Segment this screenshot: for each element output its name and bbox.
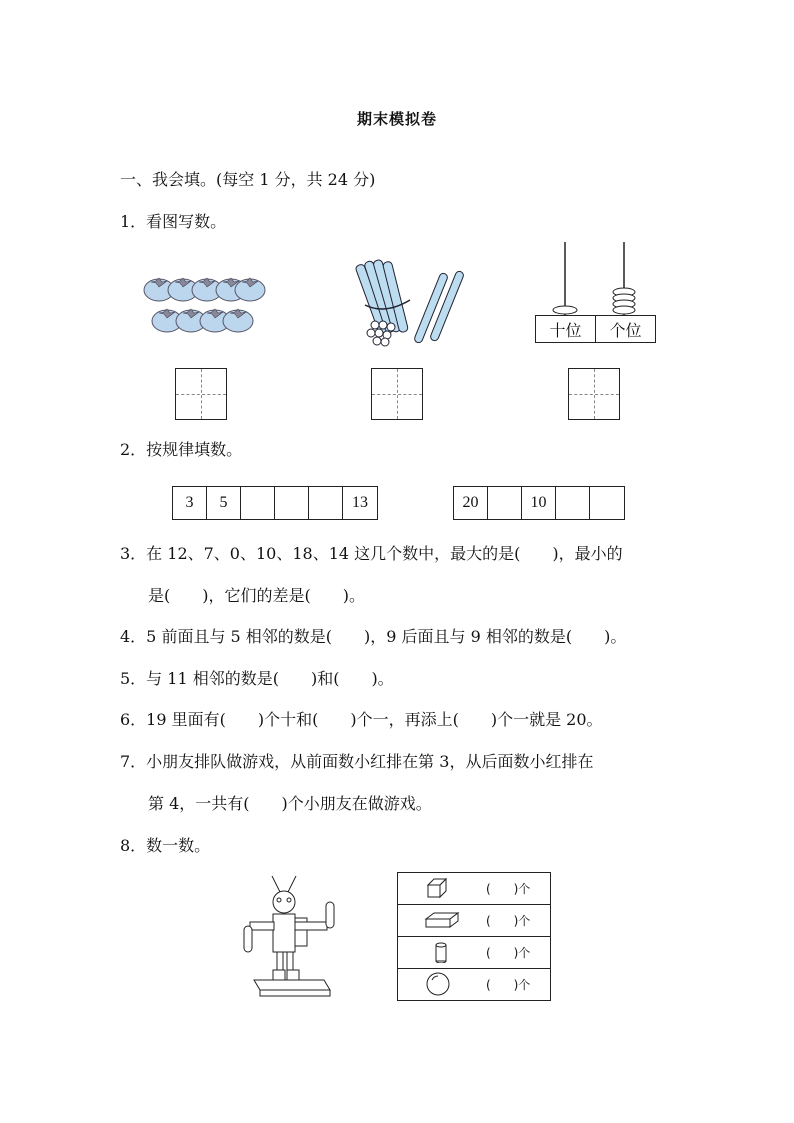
seq2-cell: 20	[454, 487, 488, 519]
sticks-picture	[355, 255, 470, 350]
seq2-cell-blank[interactable]	[590, 487, 624, 519]
fruit-picture	[142, 270, 267, 340]
ones-label: 个位	[609, 320, 642, 340]
cube-icon	[424, 877, 452, 899]
count-blank[interactable]: ( )个	[486, 882, 531, 896]
shape-count-table	[397, 872, 551, 1001]
question-1-label: 1．看图写数。	[120, 212, 227, 231]
seq2-cell-blank[interactable]	[556, 487, 590, 519]
table-row	[398, 969, 550, 1000]
count-blank[interactable]: ( )个	[486, 914, 531, 928]
answer-box-3[interactable]	[568, 368, 620, 420]
table-row	[398, 905, 550, 937]
question-7-line2: 第 4，一共有( )个小朋友在做游戏。	[148, 794, 432, 813]
answer-box-2[interactable]	[371, 368, 423, 420]
question-3-line2: 是( )，它们的差是( )。	[148, 586, 365, 605]
count-blank[interactable]: ( )个	[486, 978, 531, 992]
sequence-2	[453, 486, 625, 520]
seq1-cell: 5	[207, 487, 241, 519]
page-title: 期末模拟卷	[356, 110, 437, 128]
seq1-cell-blank[interactable]	[241, 487, 275, 519]
abacus-picture	[535, 240, 655, 318]
seq2-cell-blank[interactable]	[488, 487, 522, 519]
question-6: 6．19 里面有( )个十和( )个一，再添上( )个一就是 20。	[120, 710, 603, 729]
answer-box-1[interactable]	[175, 368, 227, 420]
seq1-cell: 3	[173, 487, 207, 519]
count-blank[interactable]: ( )个	[486, 946, 531, 960]
question-8-label: 8．数一数。	[120, 836, 211, 855]
table-row	[398, 873, 550, 905]
sphere-icon	[424, 971, 452, 997]
question-2-label: 2．按规律填数。	[120, 440, 243, 459]
seq2-cell: 10	[522, 487, 556, 519]
seq1-cell: 13	[352, 494, 368, 511]
table-row	[398, 937, 550, 969]
seq1-cell-blank[interactable]	[309, 487, 343, 519]
cuboid-icon	[424, 909, 460, 931]
question-4: 4．5 前面且与 5 相邻的数是( )，9 后面且与 9 相邻的数是( )。	[120, 627, 627, 646]
tens-label: 十位	[536, 316, 596, 342]
question-5: 5．与 11 相邻的数是( )和( )。	[120, 669, 394, 688]
question-3-line1: 3．在 12、7、0、10、18、14 这几个数中，最大的是( )，最小的	[120, 544, 623, 563]
section-heading: 一、我会填。(每空 1 分，共 24 分)	[120, 170, 376, 189]
abacus-place-table	[535, 315, 656, 343]
question-7-line1: 7．小朋友排队做游戏，从前面数小红排在第 3，从后面数小红排在	[120, 752, 594, 771]
robot-picture	[240, 872, 340, 1002]
seq1-cell-blank[interactable]	[275, 487, 309, 519]
sequence-1	[172, 486, 378, 520]
cylinder-icon	[434, 941, 462, 963]
